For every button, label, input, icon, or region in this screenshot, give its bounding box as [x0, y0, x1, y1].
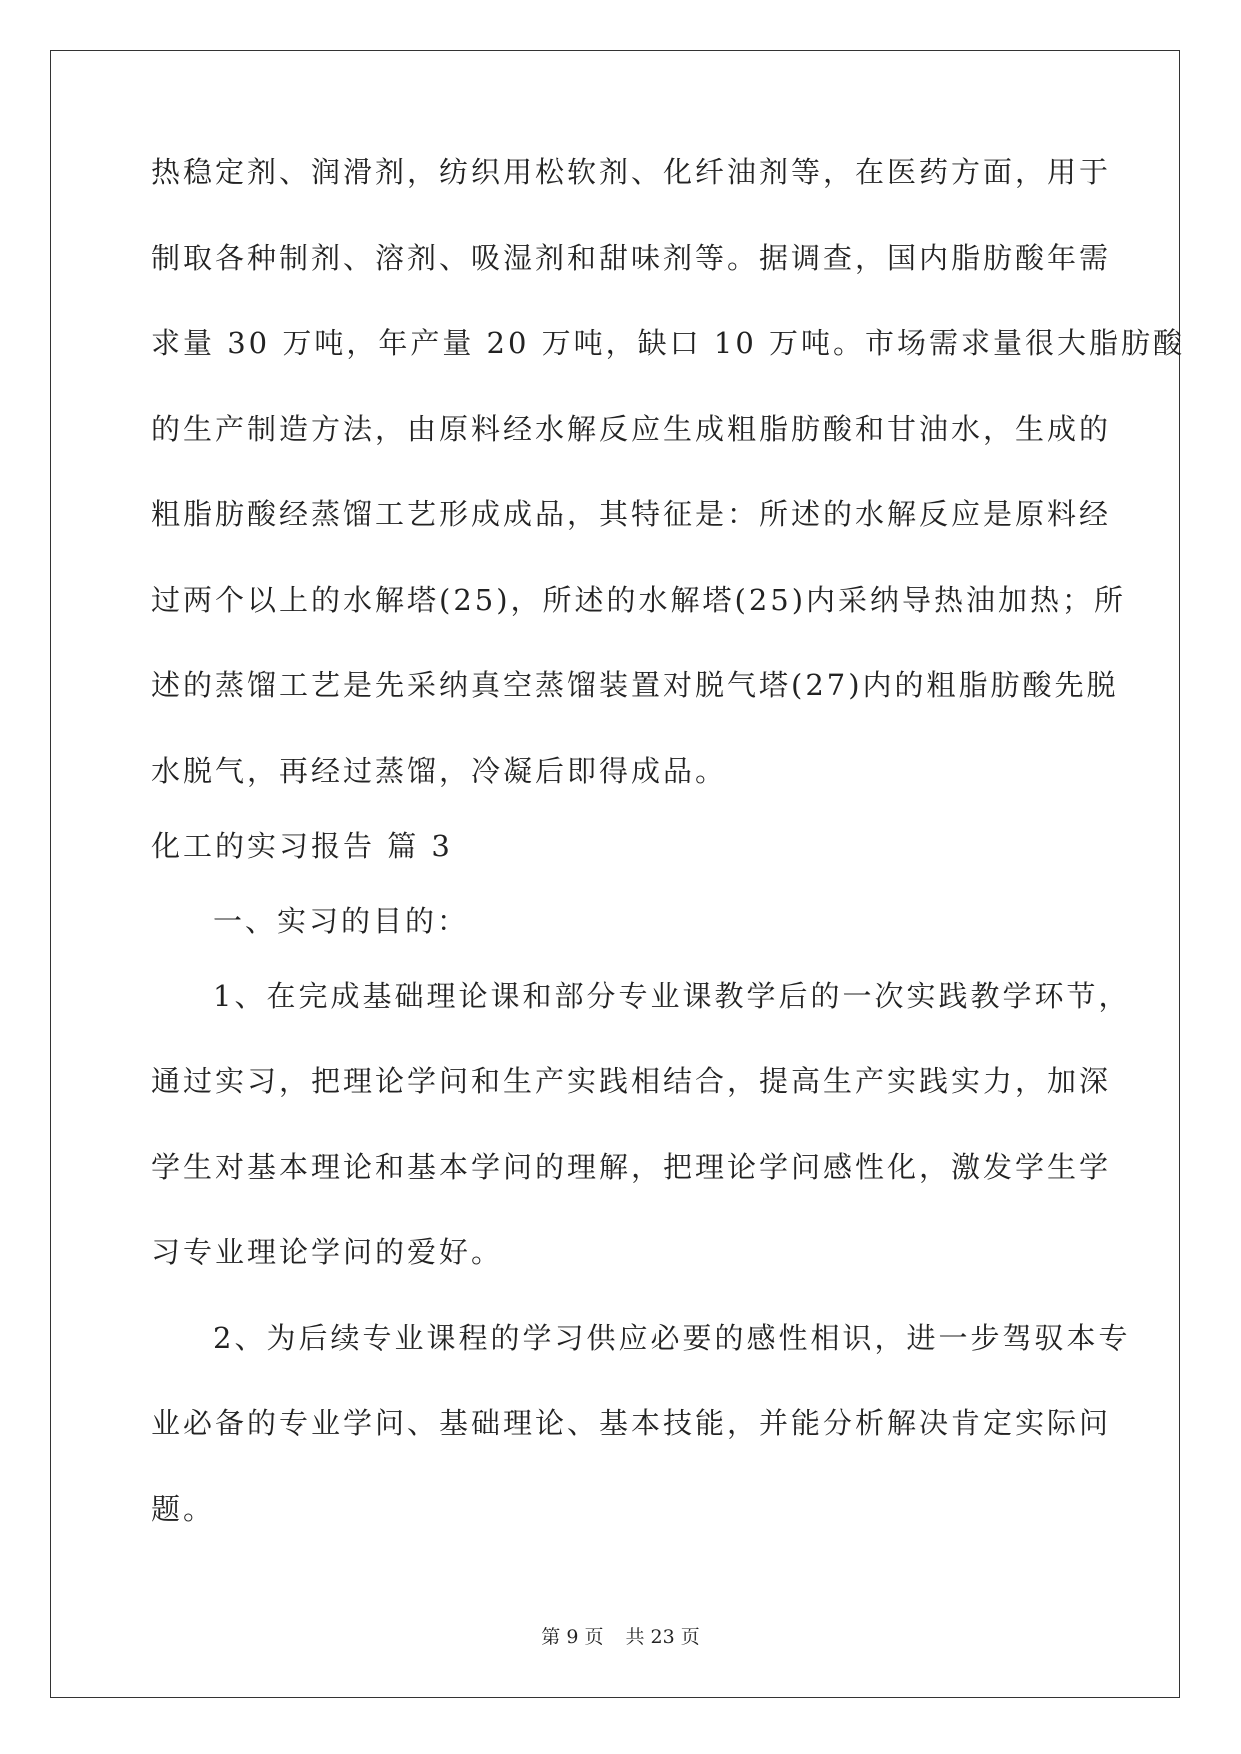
item-1-line: 习专业理论学问的爱好。 — [151, 1235, 504, 1269]
page-number: 第 9 页 — [541, 1626, 604, 1648]
page-total: 共 23 页 — [625, 1626, 700, 1648]
paragraph-line: 水脱气，再经过蒸馏，冷凝后即得成品。 — [151, 753, 728, 788]
paragraph-line: 过两个以上的水解塔(25)，所述的水解塔(25)内采纳导热油加热；所 — [151, 582, 1127, 617]
item-2-line: 题。 — [151, 1491, 216, 1526]
item-2-line: 业必备的专业学问、基础理论、基本技能，并能分析解决肯定实际问 — [151, 1406, 1112, 1440]
paragraph-line: 热稳定剂、润滑剂，纺织用松软剂、化纤油剂等，在医药方面，用于 — [151, 155, 1112, 189]
paragraph-line: 的生产制造方法，由原料经水解反应生成粗脂肪酸和甘油水，生成的 — [151, 411, 1112, 446]
paragraph-line: 求量 30 万吨，年产量 20 万吨，缺口 10 万吨。市场需求量很大脂肪酸 — [151, 326, 1186, 360]
paragraph-line: 述的蒸馏工艺是先采纳真空蒸馏装置对脱气塔(27)内的粗脂肪酸先脱 — [151, 668, 1119, 702]
item-2-line: 2、为后续专业课程的学习供应必要的感性相识，进一步驾驭本专 — [213, 1320, 1131, 1355]
paragraph-line: 粗脂肪酸经蒸馏工艺形成成品，其特征是：所述的水解反应是原料经 — [151, 497, 1112, 531]
page-footer — [0, 1622, 1241, 1649]
item-1-line: 通过实习，把理论学问和生产实践相结合，提高生产实践实力，加深 — [151, 1064, 1112, 1098]
subsection-heading: 一、实习的目的： — [213, 903, 470, 938]
section-heading: 化工的实习报告 篇 3 — [151, 828, 453, 863]
document-body — [151, 155, 1186, 1580]
item-1-line: 1、在完成基础理论课和部分专业课教学后的一次实践教学环节， — [213, 978, 1131, 1013]
item-1-line: 学生对基本理论和基本学问的理解，把理论学问感性化，激发学生学 — [151, 1149, 1112, 1184]
paragraph-line: 制取各种制剂、溶剂、吸湿剂和甜味剂等。据调查，国内脂肪酸年需 — [151, 240, 1112, 275]
